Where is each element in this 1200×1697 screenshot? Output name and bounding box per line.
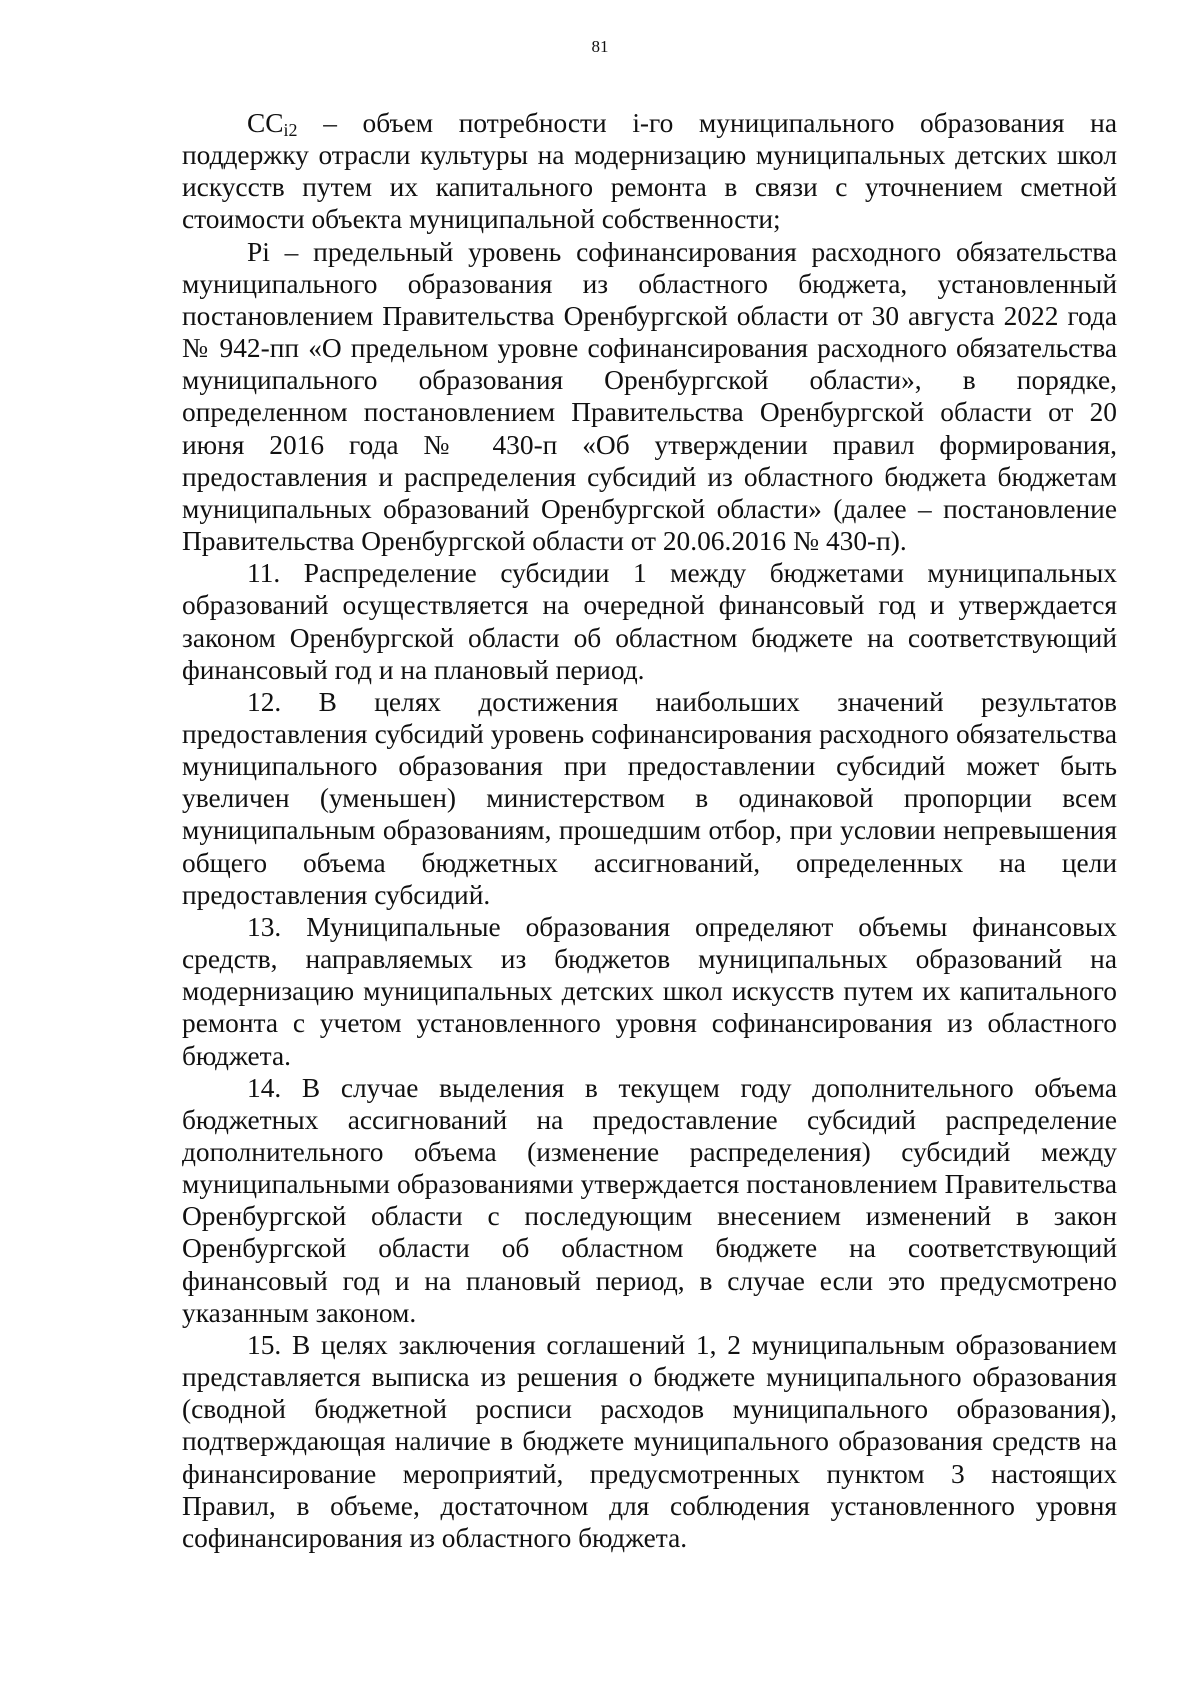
document-body bbox=[182, 107, 1117, 1554]
variable-name bbox=[247, 108, 298, 138]
variable-subscript: i2 bbox=[283, 120, 298, 140]
paragraph-11: 11. Распределение субсидии 1 между бюджетами муниципальных образований осуществляется на очередной финансовый год и утверждается законом Оренбургской области об областном бюджете на соответствующий финансовый год и на плановый период. bbox=[182, 558, 1117, 685]
paragraph-text: – объем потребности i-го муниципального образования на поддержку отрасли культуры на модернизацию муниципальных детских школ искусств путем их капитального ремонта в связи с уточнением сметной стоимости объекта муниципальной собственности; bbox=[182, 108, 1117, 235]
page-number: 81 bbox=[591, 37, 609, 56]
paragraph-15: 15. В целях заключения соглашений 1, 2 муниципальным образованием представляется выписка из решения о бюджете муниципального образования (сводной бюджетной росписи расходов муниципального образования), подтверждающая наличие в бюджете муниципального образования средств на финансирование мероприятий, предусмотренных пунктом 3 настоящих Правил, в объеме, достаточном для соблюдения установленного уровня софинансирования из областного бюджета. bbox=[182, 1329, 1117, 1553]
paragraph-cc-definition bbox=[182, 107, 1117, 236]
paragraph-14: 14. В случае выделения в текущем году дополнительного объема бюджетных ассигнований на предоставление субсидий распределение дополнительного объема (изменение распределения) субсидий между муниципальными образованиями утверждается постановлением Правительства Оренбургской области с последующим внесением изменений в закон Оренбургской области об областном бюджете на соответствующий финансовый год и на плановый период, в случае если это предусмотрено указанным законом. bbox=[182, 1072, 1117, 1328]
variable-symbol: CC bbox=[247, 108, 284, 138]
paragraph-pi-definition: Pi – предельный уровень софинансирования расходного обязательства муниципального образования из областного бюджета, установленный постановлением Правительства Оренбургской области от 30 августа 2022 года № 942-пп «О предельном уровне софинансирования расходного обязательства муниципального образования Оренбургской области», в порядке, определенном постановлением Правительства Оренбургской области от 20 июня 2016 года № 430-п «Об утверждении правил формирования, предоставления и распределения субсидий из областного бюджета бюджетам муниципальных образований Оренбургской области» (далее – постановление Правительства Оренбургской области от 20.06.2016 № 430-п). bbox=[182, 236, 1117, 557]
paragraph-12: 12. В целях достижения наибольших значений результатов предоставления субсидий уровень софинансирования расходного обязательства муниципального образования при предоставлении субсидий может быть увеличен (уменьшен) министерством в одинаковой пропорции всем муниципальным образованиям, прошедшим отбор, при условии непревышения общего объема бюджетных ассигнований, определенных на цели предоставления субсидий. bbox=[182, 686, 1117, 910]
paragraph-13: 13. Муниципальные образования определяют объемы финансовых средств, направляемых из бюджетов муниципальных образований на модернизацию муниципальных детских школ искусств путем их капитального ремонта с учетом установленного уровня софинансирования из областного бюджета. bbox=[182, 911, 1117, 1071]
